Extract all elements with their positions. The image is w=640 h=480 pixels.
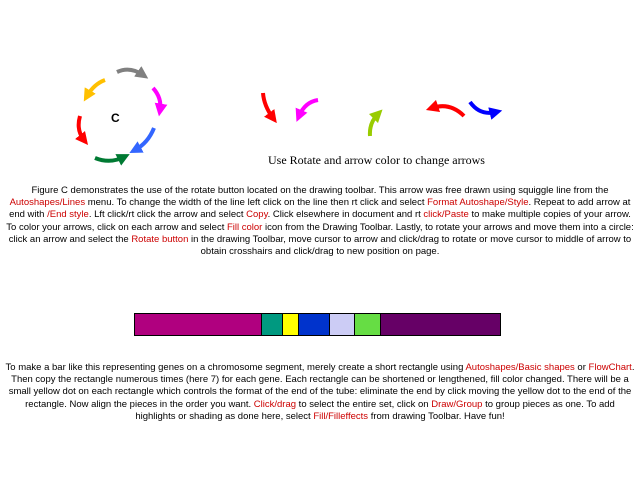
gene-7-segment (381, 314, 500, 335)
rotate-instructions-paragraph (4, 185, 636, 258)
gene-4-segment (299, 314, 330, 335)
highlighted-term: Click/drag (253, 398, 297, 410)
text-run: menu. To change the width of the line left click on the line then rt click and select (85, 197, 428, 209)
arrow-examples-row (250, 88, 520, 148)
highlighted-term: Fill color (226, 221, 263, 233)
highlighted-term: FlowChart (588, 362, 632, 373)
gene-1-segment (135, 314, 262, 335)
text-run: . Lft click/rt click the arrow and select (88, 209, 247, 221)
text-run: to select the entire set, click on (296, 398, 432, 410)
text-run: or (574, 362, 589, 373)
text-run: to make multiple copies of your arrow. To color your arrows, click on each arrow and select (6, 209, 631, 233)
highlighted-term: /End style (47, 209, 89, 221)
gray-arrow (117, 70, 143, 75)
highlighted-term: Copy (246, 209, 268, 221)
red-arrow-example (263, 93, 273, 118)
highlighted-term: Rotate button (131, 233, 189, 245)
lime-arrow-example (370, 114, 378, 136)
figure-label: C (111, 111, 120, 125)
text-run: To make a bar like this representing genes on a chromosome segment, merely create a short rectangle using (5, 362, 466, 373)
green-arrow (95, 157, 124, 161)
text-run: icon from the Drawing Toolbar. Lastly, to rotate your arrows and move them into a circle: click an arrow and select the (8, 221, 634, 245)
gene-bar (134, 313, 501, 336)
magenta-arrow (153, 88, 160, 110)
gene-bar-instructions-paragraph (4, 362, 636, 423)
highlighted-term: Draw/Group (431, 398, 483, 410)
text-run: from drawing Toolbar. Have fun! (368, 410, 505, 422)
text-run: . Click elsewhere in document and rt (267, 209, 424, 221)
orange-arrow (87, 80, 105, 96)
arrows-caption: Use Rotate and arrow color to change arrows (268, 153, 485, 167)
gene-6-segment (355, 314, 381, 335)
arrow-circle-diagram (60, 58, 180, 173)
red-left-arrow-example (432, 106, 464, 116)
highlighted-term: click/Paste (423, 209, 469, 221)
gene-3-segment (283, 314, 299, 335)
text-run: Figure C demonstrates the use of the rotate button located on the drawing toolbar. This arrow was free drawn using squiggle line from the (31, 185, 609, 196)
highlighted-term: Autoshapes/Lines (9, 197, 86, 209)
highlighted-term: Autoshapes/Basic shapes (465, 362, 575, 373)
blue-right-arrow-example (470, 102, 496, 113)
highlighted-term: Fill/Filleffects (313, 410, 369, 422)
magenta-arrow-example (299, 100, 318, 116)
gene-2-segment (262, 314, 283, 335)
text-run: . Then copy the rectangle numerous times (here 7) for each gene. Each rectangle can be shortened or lengthened, fill color changed. There will be a small yellow dot on each rectangle which controls the format of the end of the tube: eliminate the end by click moving the yellow dot to the end of the rectangle. Now align the pieces in the order you want. (8, 362, 635, 410)
text-run: in the drawing Toolbar, move cursor to arrow and click/drag to rotate or move cursor to middle of arrow to obtain crosshairs and click/drag to new position on page. (188, 233, 632, 258)
red-arrow (79, 116, 84, 140)
text-run: . Repeat to add arrow at end with (9, 197, 631, 221)
text-run: to group pieces as one. To add highlights or shading as done here, select (135, 398, 615, 422)
highlighted-term: Format Autoshape/Style (427, 197, 529, 209)
gene-5-segment (330, 314, 356, 335)
blue-arrow (135, 128, 154, 150)
